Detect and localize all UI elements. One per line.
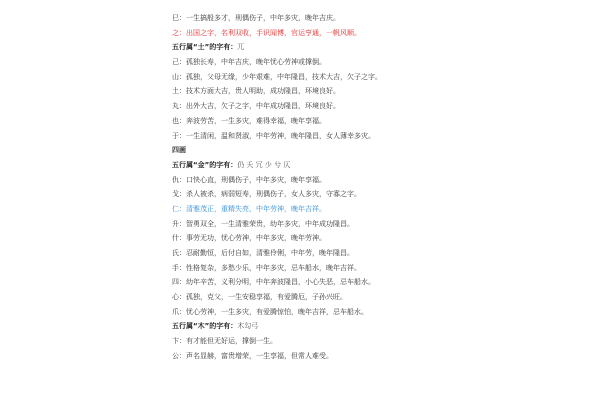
- entry-text: 一生清闲，温和贤淑，中年劳神，晚年隆昌，女人薄幸多灾。: [186, 131, 375, 140]
- entry-text: 事劳无功，忧心劳神，中年多灾，晚年劳神。: [186, 234, 326, 243]
- section-heading: [172, 146, 592, 161]
- entry-text: 有才能但无好运，撑倒一生。: [186, 337, 277, 346]
- entry-separator: ：: [179, 293, 186, 302]
- entry-char: 公: [172, 351, 179, 360]
- entry-text: 孤独，父母无缘，少年艰难，中年隆昌，技术大吉，欠子之字。: [186, 72, 382, 81]
- entry-separator: ：: [179, 190, 186, 199]
- heading-chars: 仍 夭 冗 少 兮 仄: [237, 160, 291, 169]
- entry-separator: ：: [179, 204, 186, 213]
- character-entry: [172, 249, 592, 264]
- entry-text: 声名显赫，富贵增荣，一生享福，但常人难受。: [186, 351, 333, 360]
- entry-separator: ：: [179, 351, 186, 360]
- character-entry: [172, 337, 592, 352]
- heading-label: 五行属“木”的字有：: [172, 322, 238, 331]
- entry-text: 口快心直，刑偶伤子，中年多灾，晚年享福。: [186, 175, 326, 184]
- entry-separator: ：: [179, 219, 186, 228]
- entry-separator: ：: [179, 234, 186, 243]
- entry-text: 幼年辛苦，义利分明，中年奔波隆昌，小心失恶，忌车船水。: [186, 278, 375, 287]
- character-entry: [172, 176, 592, 191]
- entry-char: 之: [172, 28, 179, 37]
- character-entry: [172, 234, 592, 249]
- entry-text: 杀人被杀，病弱短寿，刑偶伤子，女人多灾，守寡之字。: [186, 190, 361, 199]
- entry-separator: ：: [179, 307, 186, 316]
- entry-char: 巳: [172, 14, 179, 22]
- entry-char: 手: [172, 263, 179, 272]
- character-entry: [172, 87, 592, 102]
- entry-char: 丸: [172, 102, 179, 111]
- section-label: 四画: [172, 146, 186, 155]
- entry-text: 出国之字，名利双收，手识闻博，官运亨通，一帆风顺。: [186, 28, 361, 37]
- character-entry: [172, 58, 592, 73]
- entry-char: 什: [172, 234, 179, 243]
- entry-char: 己: [172, 58, 179, 67]
- entry-text: 孤独，克父，一生安稳享福，有爱腾厄，子孙兴旺。: [186, 293, 347, 302]
- character-entry: [172, 308, 592, 323]
- character-entry: [172, 14, 592, 29]
- entry-text: 出外大吉，欠子之字，中年成功隆昌，环境良好。: [186, 102, 340, 111]
- character-entry: [172, 132, 592, 147]
- entry-text: 技术方面大吉，贵人明助，成功隆昌，环境良好。: [186, 87, 340, 96]
- entry-separator: ：: [179, 116, 186, 125]
- entry-text: 智勇双全，一生清雅荣贵，幼年多灾，中年成功隆昌。: [186, 219, 354, 228]
- entry-separator: ：: [179, 72, 186, 81]
- entry-text: 清雅茂正，重精失亮，中年劳神，晚年吉祥。: [186, 204, 326, 213]
- entry-separator: ：: [179, 337, 186, 346]
- entry-char: 于: [172, 131, 179, 140]
- entry-char: 也: [172, 116, 179, 125]
- character-entry: [172, 352, 592, 367]
- entry-text: 忧心劳神，一生多灾，有爱腾惊怕，晚年吉祥，忌车船水。: [186, 307, 368, 316]
- character-entry: [172, 73, 592, 88]
- heading-chars: 兀: [237, 43, 245, 52]
- entry-char: 四: [172, 278, 179, 287]
- character-entry: [172, 117, 592, 132]
- entry-char: 爪: [172, 307, 179, 316]
- entry-separator: ：: [179, 278, 186, 287]
- character-entry: [172, 190, 592, 205]
- character-entry: [172, 29, 592, 44]
- entry-char: 卞: [172, 337, 179, 346]
- entry-text: 性格复杂，多愁少乐，中年多灾，忌车船水，晚年吉祥。: [186, 263, 361, 272]
- element-heading: [172, 43, 592, 58]
- heading-chars: 木勾弓: [237, 322, 259, 331]
- entry-char: 戈: [172, 190, 179, 199]
- character-entry: [172, 102, 592, 117]
- entry-separator: ：: [179, 175, 186, 184]
- element-heading: [172, 161, 592, 176]
- document-page: [172, 14, 592, 367]
- heading-label: 五行属“金”的字有：: [172, 160, 238, 169]
- entry-separator: ：: [179, 28, 186, 37]
- entry-text: 一生搞般多才，刑偶伤子，中年多灾，晚年吉庆。: [186, 14, 340, 22]
- heading-label: 五行属“土”的字有：: [172, 43, 238, 52]
- entry-char: 心: [172, 293, 179, 302]
- entry-separator: ：: [179, 249, 186, 257]
- entry-separator: ：: [179, 87, 186, 96]
- element-heading: [172, 322, 592, 337]
- character-entry: [172, 220, 592, 235]
- entry-char: 仁: [172, 204, 179, 213]
- entry-char: 山: [172, 72, 179, 81]
- entry-char: 土: [172, 87, 179, 96]
- character-entry: [172, 205, 592, 220]
- entry-text: 忍耐勤恒，后付自如，清雅伶俐，中年劳，晚年隆昌。: [186, 249, 354, 257]
- entry-text: 奔波劳苦，一生多灾，难得幸福，晚年享福。: [186, 116, 326, 125]
- entry-char: 仇: [172, 175, 179, 184]
- entry-separator: ：: [179, 263, 186, 272]
- character-entry: [172, 278, 592, 293]
- entry-char: 氏: [172, 249, 179, 257]
- entry-separator: ：: [179, 58, 186, 67]
- entry-text: 孤独长寿，中年吉庆，晚年忧心劳神或撑倒。: [186, 58, 326, 67]
- character-entry: [172, 264, 592, 279]
- entry-char: 升: [172, 219, 179, 228]
- entry-separator: ：: [179, 14, 186, 22]
- entry-separator: ：: [179, 131, 186, 140]
- entry-separator: ：: [179, 102, 186, 111]
- character-entry: [172, 293, 592, 308]
